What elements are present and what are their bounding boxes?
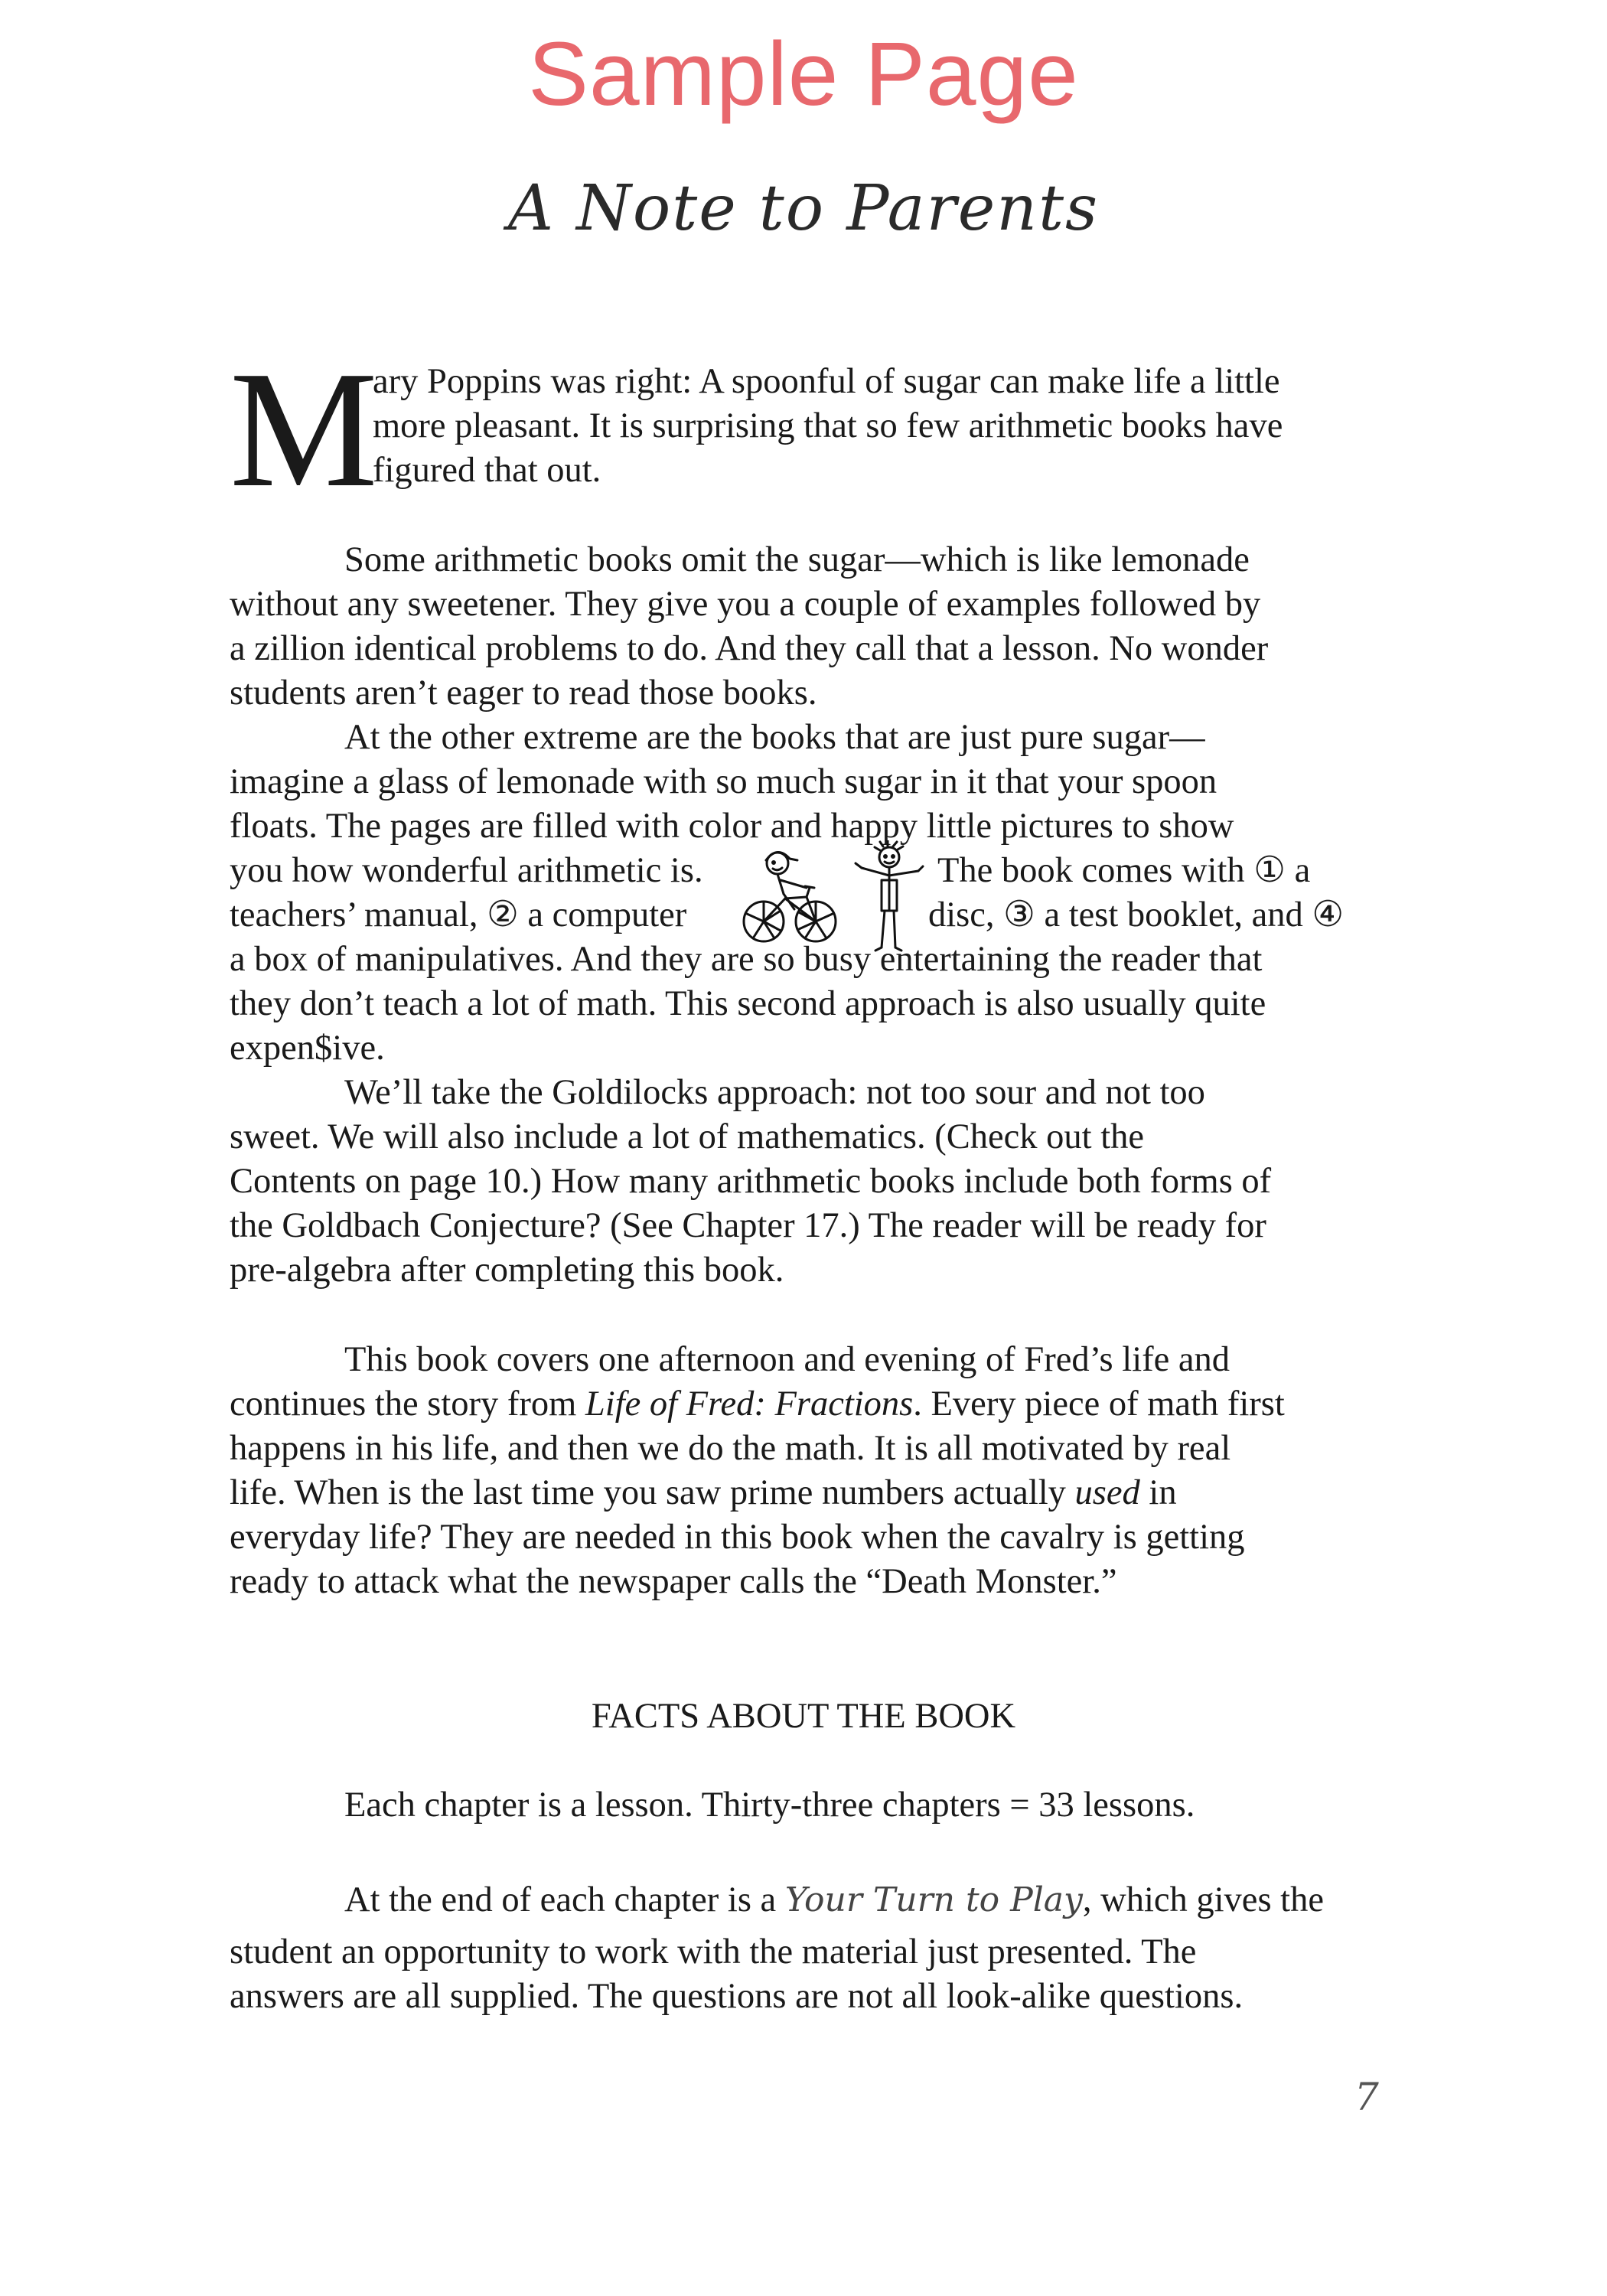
text-line: ready to attack what the newspaper calls the “Death Monster.” [230,1562,1117,1601]
text-line: figured that out. [373,451,601,490]
text-line: the Goldbach Conjecture? (See Chapter 17.) The reader will be ready for [230,1206,1266,1245]
drop-cap: M [230,338,378,522]
text-line: expen$ive. [230,1029,385,1068]
text-line: Contents on page 10.) How many arithmetic books include both forms of [230,1162,1272,1201]
text-run: in [1139,1473,1177,1512]
text-line: Each chapter is a lesson. Thirty-three chapters = 33 lessons. [344,1786,1195,1825]
text-line: The book comes with ① a [937,851,1311,890]
text-line: disc, ③ a test booklet, and ④ [928,895,1345,934]
text-line: ary Poppins was right: A spoonful of sugar can make life a little [373,362,1280,401]
text-line: they don’t teach a lot of math. This second approach is also usually quite [230,984,1266,1023]
text-line: teachers’ manual, ② a computer [230,895,687,934]
text-line: a box of manipulatives. And they are so busy entertaining the reader that [230,940,1263,979]
stick-figure-icon [851,840,924,955]
text-line: happens in his life, and then we do the math. It is all motivated by real [230,1429,1231,1468]
text-line: answers are all supplied. The questions are not all look-alike questions. [230,1977,1244,2016]
text-line: pre-algebra after completing this book. [230,1251,784,1290]
text-line: We’ll take the Goldilocks approach: not too sour and not too [344,1073,1205,1112]
text-line: This book covers one afternoon and evening of Fred’s life and [344,1340,1231,1379]
text-line: At the other extreme are the books that are just pure sugar— [344,718,1205,757]
section-heading: FACTS ABOUT THE BOOK [591,1697,1016,1736]
text-line [230,1471,1177,1515]
text-line: imagine a glass of lemonade with so much sugar in it that your spoon [230,762,1217,801]
text-run: life. When is the last time you saw prime numbers actually [230,1473,1075,1512]
text-run: , which gives the [1082,1880,1324,1919]
bicycle-boy-icon [741,840,839,946]
your-turn-to-play-label: Your Turn to Play [784,1880,1083,1919]
book-title: Life of Fred: Fractions [585,1384,914,1424]
page-number: 7 [1354,2075,1379,2119]
text-line: you how wonderful arithmetic is. [230,851,703,890]
text-line: floats. The pages are filled with color and happy little pictures to show [230,807,1234,846]
text-line: a zillion identical problems to do. And they call that a lesson. No wonder [230,629,1269,668]
text-line: students aren’t eager to read those books. [230,673,817,713]
text-line [230,1382,1285,1427]
page-title: A Note to Parents [507,172,1100,245]
text-line: more pleasant. It is surprising that so few arithmetic books have [373,406,1283,445]
text-line: sweet. We will also include a lot of mathematics. (Check out the [230,1117,1145,1156]
sample-page-stamp: Sample Page [528,24,1079,125]
text-line [344,1878,1324,1923]
text-line: without any sweetener. They give you a couple of examples followed by [230,585,1261,624]
text-line: Some arithmetic books omit the sugar—which is like lemonade [344,540,1250,579]
text-line: everyday life? They are needed in this book when the cavalry is getting [230,1518,1245,1557]
text-line: student an opportunity to work with the material just presented. The [230,1932,1197,1971]
text-run: . Every piece of math first [913,1384,1285,1424]
emphasis: used [1074,1473,1140,1512]
text-run: continues the story from [230,1384,585,1424]
text-run: At the end of each chapter is a [344,1880,785,1919]
